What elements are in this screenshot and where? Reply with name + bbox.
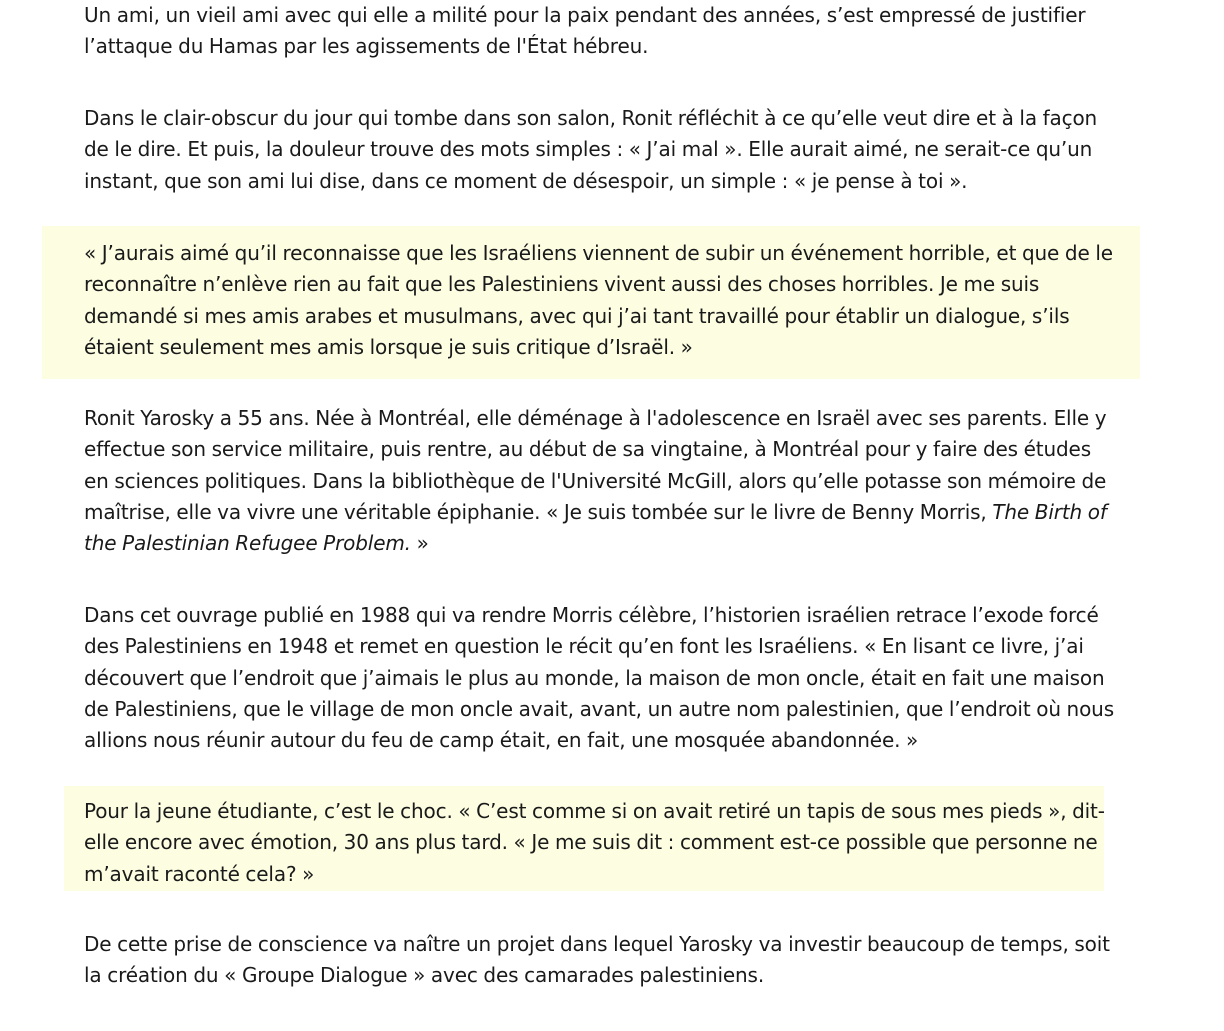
paragraph-groupe-dialogue: De cette prise de conscience va naître un projet dans lequel Yarosky va investir beaucoup de temps, soit la création du « Groupe Dialogue » avec des camarades palestiniens.	[84, 932, 1110, 988]
paragraph-ronit-yarosky	[84, 403, 1114, 559]
quote-paragraph-choc: Pour la jeune étudiante, c’est le choc. « C’est comme si on avait retiré un tapis de sous mes pieds », dit-elle encore avec émotion, 30 ans plus tard. « Je me suis dit : comment est-ce possible que personne ne m’avait raconté cela? »	[84, 799, 1105, 886]
paragraph-clair-obscur: Dans le clair-obscur du jour qui tombe dans son salon, Ronit réfléchit à ce qu’elle veut dire et à la façon de le dire. Et puis, la douleur trouve des mots simples : « J’ai mal ». Elle aurait aimé, ne serait-ce qu’un instant, que son ami lui dise, dans ce moment de désespoir, un simple : « je pense à toi ».	[84, 106, 1098, 193]
paragraph-text-end: »	[410, 531, 429, 556]
paragraph-ouvrage-morris: Dans cet ouvrage publié en 1988 qui va rendre Morris célèbre, l’historien israélien retrace l’exode forcé des Palestiniens en 1948 et remet en question le récit qu’en font les Israéliens. « En lisant ce livre, j’ai découvert que l’endroit que j’aimais le plus au monde, la maison de mon oncle, était en fait une maison de Palestiniens, que le village de mon oncle avait, avant, un autre nom palestinien, que l’endroit où nous allions nous réunir autour du feu de camp était, en fait, une mosquée abandonnée. »	[84, 603, 1114, 753]
paragraph-text: Ronit Yarosky a 55 ans. Née à Montréal, elle déménage à l'adolescence en Israël avec ses parents. Elle y effectue son service militaire, puis rentre, au début de sa vingtaine, à Montréal pour y faire des études en sciences politiques. Dans la bibliothèque de l'Université McGill, alors qu’elle potasse son mémoire de maîtrise, elle va vivre une véritable épiphanie. « Je suis tombée sur le livre de Benny Morris,	[84, 406, 1107, 524]
quote-paragraph-israeliens: « J’aurais aimé qu’il reconnaisse que les Israéliens viennent de subir un événement horrible, et que de le reconnaître n’enlève rien au fait que les Palestiniens vivent aussi des choses horribles. Je me suis demandé si mes amis arabes et musulmans, avec qui j’ai tant travaillé pour établir un dialogue, s’ils étaient seulement mes amis lorsque je suis critique d’Israël. »	[84, 241, 1113, 359]
paragraph-ami: Un ami, un vieil ami avec qui elle a milité pour la paix pendant des années, s’est empressé de justifier l’attaque du Hamas par les agissements de l'État hébreu.	[84, 3, 1086, 59]
book-title: The Birth of the Palestinian Refugee Problem.	[84, 499, 1107, 556]
